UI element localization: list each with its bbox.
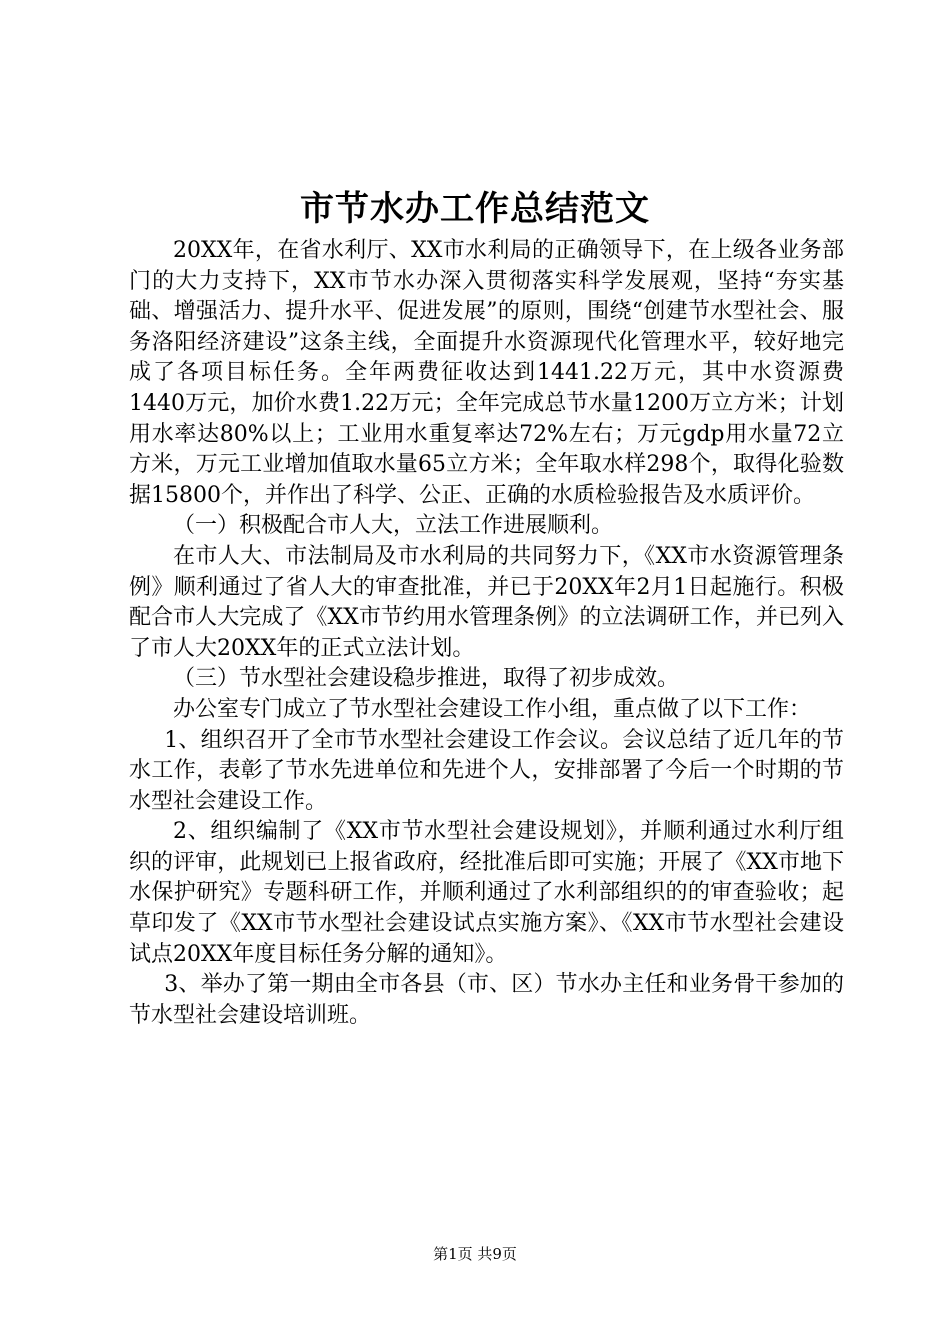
section-heading-water-saving-society: （三）节水型社会建设稳步推进，取得了初步成效。	[173, 666, 680, 692]
page-indicator: 第1页 共9页	[433, 1245, 517, 1263]
list-item-1: 1、组织召开了全市节水型社会建设工作会议。会议总结了近几年的节水工作，表彰了节水先进单位和先进个人，安排部署了今后一个时期的节水型社会建设工作。	[129, 727, 844, 814]
list-item-2: 2、组织编制了《XX市节水型社会建设规划》，并顺利通过水利厅组织的评审，此规划已上报省政府，经批准后即可实施；开展了《XX市地下水保护研究》专题科研工作，并顺利通过了水利部组织的的审查验收；起草印发了《XX市节水型社会建设试点实施方案》、《XX市节水型社会建设试点20XX年度目标任务分解的通知》。	[129, 819, 844, 967]
paragraph-summary: 20XX年，在省水利厅、XX市水利局的正确领导下，在上级各业务部门的大力支持下，XX市节水办深入贯彻落实科学发展观，坚持“夯实基础、增强活力、提升水平、促进发展”的原则，围绕“创建节水型社会、服务洛阳经济建设”这条主线，全面提升水资源现代化管理水平，较好地完成了各项目标任务。全年两费征收达到1441.22万元，其中水资源费1440万元，加价水费1.22万元；全年完成总节水量1200万立方米；计划用水率达80%以上；工业用水重复率达72%左右；万元gdp用水量72立方米，万元工业增加值取水量65立方米；全年取水样298个，取得化验数据15800个，并作出了科学、公正、正确的水质检验报告及水质评价。	[129, 238, 844, 508]
paragraph-work-group: 办公室专门成立了节水型社会建设工作小组，重点做了以下工作：	[173, 696, 812, 722]
document-body	[129, 236, 844, 1031]
document-title: 市节水办工作总结范文	[300, 189, 650, 229]
paragraph-legislation: 在市人大、市法制局及市水利局的共同努力下，《XX市水资源管理条例》顺利通过了省人大的审查批准，并已于20XX年2月1日起施行。积极配合市人大完成了《XX市节约用水管理条例》的立法调研工作，并已列入了市人大20XX年的正式立法计划。	[129, 543, 844, 661]
section-heading-legislation: （一）积极配合市人大，立法工作进展顺利。	[173, 513, 614, 539]
list-item-3: 3、举办了第一期由全市各县（市、区）节水办主任和业务骨干参加的节水型社会建设培训班。	[129, 972, 844, 1028]
